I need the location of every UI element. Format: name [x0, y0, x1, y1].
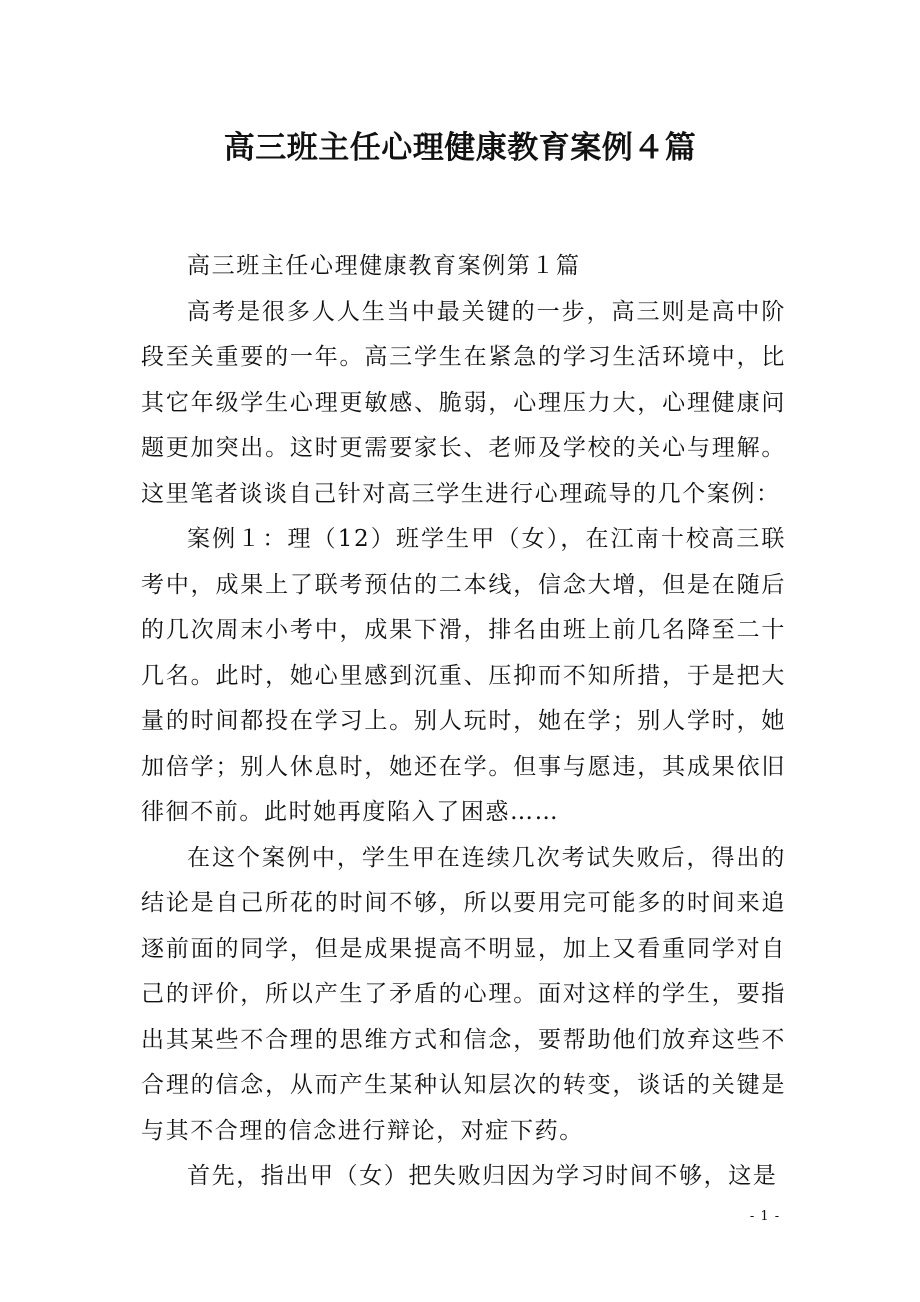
document-title: 高三班主任心理健康教育案例４篇	[223, 130, 697, 166]
paragraph-analysis: 在这个案例中，学生甲在连续几次考试失败后，得出的结论是自己所花的时间不够，所以要用完可能多的时间来追逐前面的同学，但是成果提高不明显，加上又看重同学对自己的评价，所以产生了矛盾的心理。面对这样的学生，要指出其某些不合理的思维方式和信念，要帮助他们放弃这些不合理的信念，从而产生某种认知层次的转变，谈话的关键是与其不合理的信念进行辩论，对症下药。	[141, 844, 786, 1144]
paragraph-first-step: 首先，指出甲（女）把失败归因为学习时间不够，这是	[187, 1163, 778, 1189]
page-number: - 1 -	[749, 1209, 781, 1224]
section-heading: 高三班主任心理健康教育案例第１篇	[187, 253, 581, 279]
paragraph-case-1: 案例１：理（12）班学生甲（女），在江南十校高三联考中，成果上了联考预估的二本线，信念大增，但是在随后的几次周末小考中，成果下滑，排名由班上前几名降至二十几名。此时，她心里感到沉重、压抑而不知所措，于是把大量的时间都投在学习上。别人玩时，她在学；别人学时，她加倍学；别人休息时，她还在学。但事与愿违，其成果依旧徘徊不前。此时她再度陷入了困惑……	[141, 526, 786, 825]
document-body	[141, 244, 786, 1200]
paragraph-intro: 高考是很多人人生当中最关键的一步，高三则是高中阶段至关重要的一年。高三学生在紧急的学习生活环境中，比其它年级学生心理更敏感、脆弱，心理压力大，心理健康问题更加突出。这时更需要家长、老师及学校的关心与理解。这里笔者谈谈自己针对高三学生进行心理疏导的几个案例：	[141, 298, 786, 507]
